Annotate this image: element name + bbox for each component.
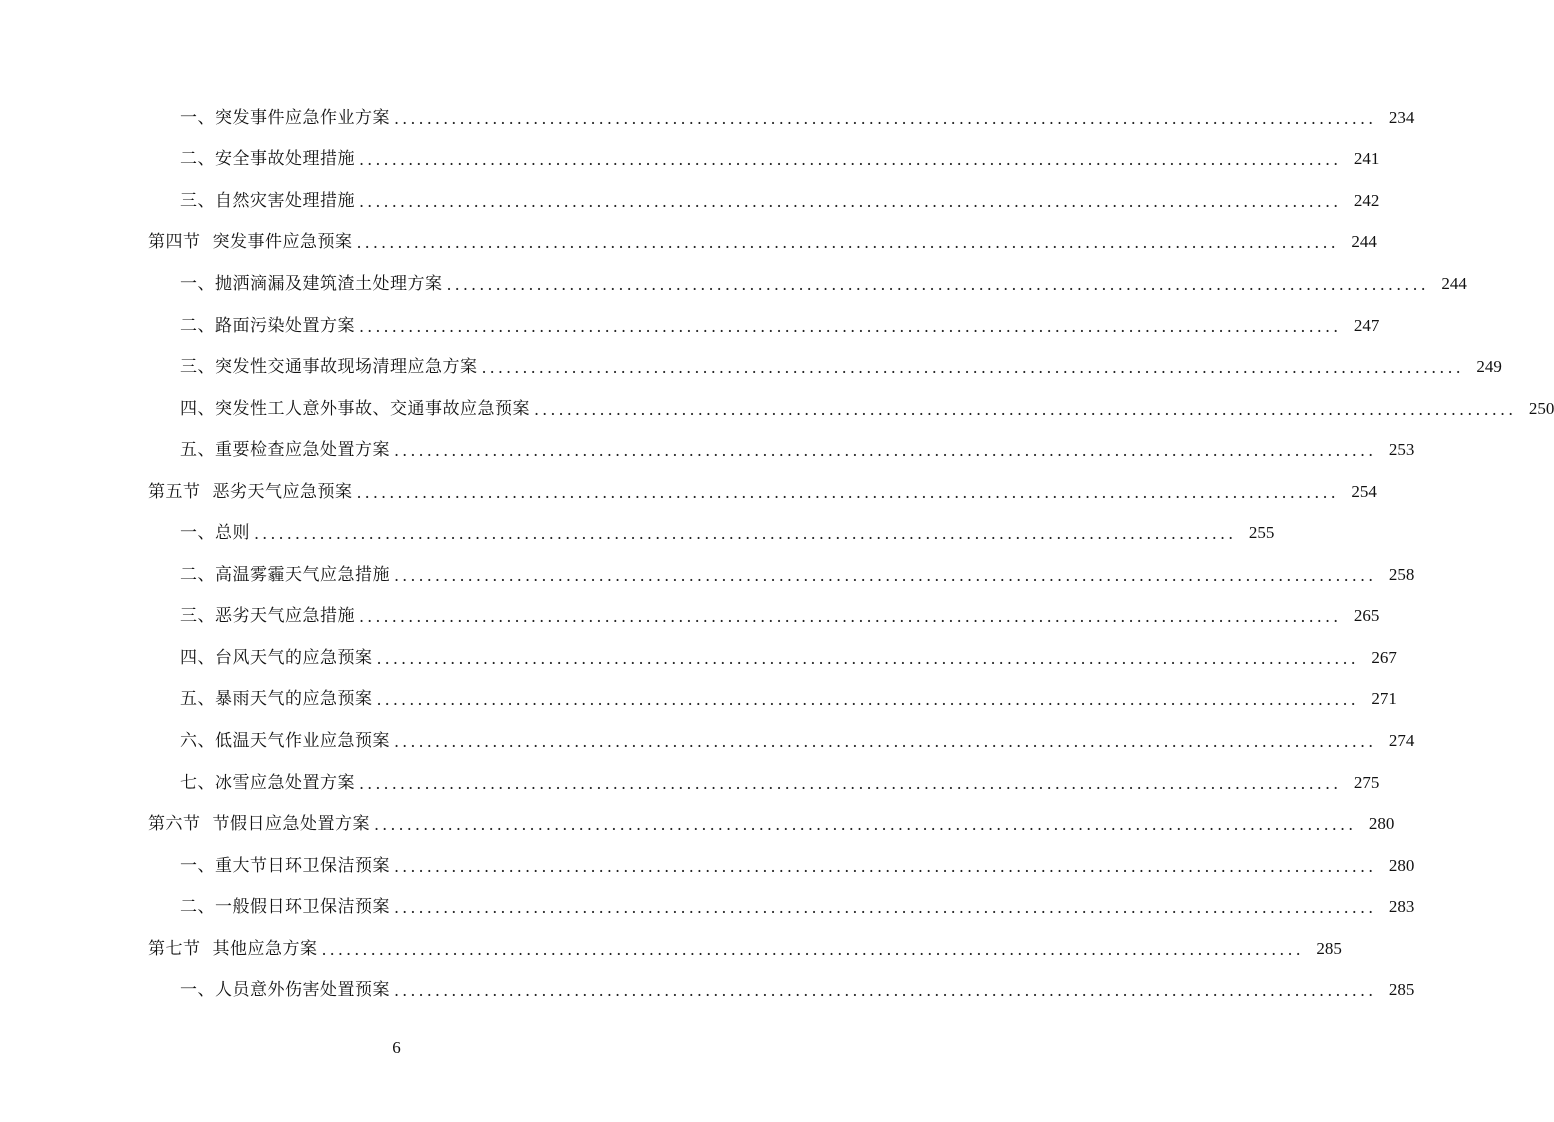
toc-subsection-entry[interactable] [0,429,1415,471]
toc-entry-title: 台风天气的应急预案 [215,647,373,668]
toc-subsection-entry[interactable] [0,305,1380,347]
toc-entry-label [180,897,390,917]
toc-entry-number: 三、 [180,606,215,627]
toc-entry-title: 突发事件应急预案 [212,232,353,253]
toc-dot-leader: ........................................................................................................................ [394,108,1377,128]
toc-entry-page: 275 [1353,772,1380,792]
toc-entry-label [180,440,390,460]
toc-entry-page: 271 [1371,689,1397,709]
toc-dot-leader: ........................................................................................................................ [359,191,1342,211]
toc-entry-title: 低温天气作业应急预案 [215,730,390,751]
toc-entry-number: 第七节 [148,938,201,959]
toc-subsection-entry[interactable] [0,554,1415,596]
toc-dot-leader: ........................................................................................................................ [446,274,1429,294]
toc-subsection-entry[interactable] [0,180,1380,222]
toc-entry-title: 自然灾害处理措施 [215,190,355,211]
toc-entry-page: 265 [1353,606,1380,626]
toc-entry-number: 二、 [180,149,215,170]
toc-entry-number: 三、 [180,190,215,211]
toc-entry-number: 七、 [180,772,215,793]
toc-subsection-entry[interactable] [0,679,1397,721]
toc-dot-leader: ........................................................................................................................ [394,565,1377,585]
toc-entry-label [180,274,443,294]
toc-dot-leader: ........................................................................................................................ [394,441,1377,461]
toc-entry-page: 280 [1388,855,1415,875]
toc-entry-number: 一、 [180,523,215,544]
toc-dot-leader: ........................................................................................................................ [359,773,1342,793]
toc-entry-page: 255 [1248,523,1275,543]
toc-entry-page: 267 [1371,647,1397,667]
toc-entry-title: 突发性工人意外事故、交通事故应急预案 [215,398,530,419]
page-number: 6 [392,1038,401,1057]
toc-dot-leader: ........................................................................................................................ [481,358,1464,378]
toc-entry-label [180,648,373,668]
toc-entry-number: 三、 [180,357,215,378]
toc-entry-label [148,939,318,959]
toc-entry-label [180,689,373,709]
toc-entry-label [180,773,355,793]
toc-entry-page: 283 [1388,897,1415,917]
toc-entry-number: 一、 [180,107,215,128]
toc-subsection-entry[interactable] [0,139,1380,181]
toc-dot-leader: ........................................................................................................................ [359,316,1342,336]
toc-entry-title: 一般假日环卫保洁预案 [215,897,390,918]
toc-entry-page: 244 [1441,273,1467,293]
toc-entry-title: 恶劣天气应急预案 [212,481,353,502]
toc-dot-leader: ........................................................................................................................ [534,399,1517,419]
toc-entry-title: 总则 [215,523,250,544]
toc-entry-label [180,980,390,1000]
toc-entry-number: 一、 [180,273,215,294]
toc-subsection-entry[interactable] [0,512,1275,554]
toc-entry-title: 抛洒滴漏及建筑渣土处理方案 [215,273,443,294]
toc-entry-title: 恶劣天气应急措施 [215,606,355,627]
toc-entry-label [180,399,530,419]
toc-entry-label [148,814,370,834]
toc-dot-leader: ........................................................................................................................ [394,981,1377,1001]
toc-entry-label [180,565,390,585]
toc-entry-page: 244 [1351,232,1377,252]
toc-entry-title: 路面污染处置方案 [215,315,355,336]
toc-dot-leader: ........................................................................................................................ [321,939,1304,959]
toc-entry-title: 暴雨天气的应急预案 [215,689,373,710]
toc-entry-label [180,523,250,543]
toc-entry-number: 二、 [180,315,215,336]
toc-subsection-entry[interactable] [0,263,1467,305]
toc-dot-leader: ........................................................................................................................ [356,482,1339,502]
toc-entry-number: 一、 [180,855,215,876]
toc-entry-title: 重大节日环卫保洁预案 [215,855,390,876]
toc-entry-page: 258 [1388,564,1415,584]
toc-dot-leader: ........................................................................................................................ [374,815,1357,835]
table-of-contents [0,97,1554,1011]
toc-entry-title: 突发事件应急作业方案 [215,107,390,128]
toc-entry-number: 第四节 [148,232,201,253]
toc-dot-leader: ........................................................................................................................ [376,648,1359,668]
toc-entry-label [180,108,390,128]
toc-section-entry[interactable] [0,471,1377,513]
toc-entry-title: 安全事故处理措施 [215,149,355,170]
toc-subsection-entry[interactable] [0,845,1415,887]
toc-entry-label [180,731,390,751]
toc-entry-number: 一、 [180,980,215,1001]
toc-entry-number: 五、 [180,689,215,710]
toc-entry-title: 重要检查应急处置方案 [215,440,390,461]
toc-entry-number: 二、 [180,897,215,918]
toc-entry-number: 第六节 [148,814,201,835]
toc-subsection-entry[interactable] [0,97,1415,139]
toc-entry-page: 247 [1353,315,1380,335]
toc-entry-title: 其他应急方案 [212,938,318,959]
toc-entry-title: 高温雾霾天气应急措施 [215,564,390,585]
toc-entry-number: 四、 [180,647,215,668]
toc-subsection-entry[interactable] [0,637,1397,679]
toc-entry-page: 253 [1388,440,1415,460]
toc-entry-number: 六、 [180,730,215,751]
toc-dot-leader: ........................................................................................................................ [394,731,1377,751]
toc-entry-page: 274 [1388,730,1415,750]
toc-entry-page: 285 [1388,980,1415,1000]
toc-dot-leader: ........................................................................................................................ [359,607,1342,627]
toc-entry-label [148,232,353,252]
toc-entry-title: 突发性交通事故现场清理应急方案 [215,357,478,378]
toc-subsection-entry[interactable] [0,762,1380,804]
toc-entry-page: 250 [1528,398,1554,418]
toc-entry-label [180,149,355,169]
toc-entry-page: 280 [1368,814,1395,834]
toc-dot-leader: ........................................................................................................................ [356,233,1339,253]
toc-entry-title: 人员意外伤害处置预案 [215,980,390,1001]
toc-section-entry[interactable] [0,803,1395,845]
toc-subsection-entry[interactable] [0,388,1554,430]
toc-dot-leader: ........................................................................................................................ [394,856,1377,876]
toc-entry-label [180,316,355,336]
toc-entry-number: 五、 [180,440,215,461]
toc-dot-leader: ........................................................................................................................ [394,898,1377,918]
toc-entry-number: 第五节 [148,481,201,502]
toc-dot-leader: ........................................................................................................................ [376,690,1359,710]
toc-entry-label [148,482,353,502]
toc-entry-page: 242 [1353,190,1380,210]
toc-entry-page: 234 [1388,107,1415,127]
toc-entry-number: 二、 [180,564,215,585]
toc-dot-leader: ........................................................................................................................ [359,150,1342,170]
toc-entry-number: 四、 [180,398,215,419]
toc-entry-page: 285 [1316,938,1342,958]
toc-entry-label [180,191,355,211]
toc-entry-page: 254 [1351,481,1377,501]
toc-subsection-entry[interactable] [0,346,1502,388]
toc-entry-label [180,856,390,876]
toc-entry-page: 249 [1476,357,1502,377]
toc-entry-title: 节假日应急处置方案 [212,814,370,835]
toc-subsection-entry[interactable] [0,596,1380,638]
toc-subsection-entry[interactable] [0,720,1415,762]
toc-entry-title: 冰雪应急处置方案 [215,772,355,793]
toc-subsection-entry[interactable] [0,886,1415,928]
toc-section-entry[interactable] [0,222,1377,264]
toc-entry-label [180,357,478,377]
toc-subsection-entry[interactable] [0,969,1415,1011]
toc-entry-page: 241 [1353,149,1380,169]
toc-section-entry[interactable] [0,928,1342,970]
toc-dot-leader: ........................................................................................................................ [254,524,1237,544]
toc-entry-label [180,606,355,626]
